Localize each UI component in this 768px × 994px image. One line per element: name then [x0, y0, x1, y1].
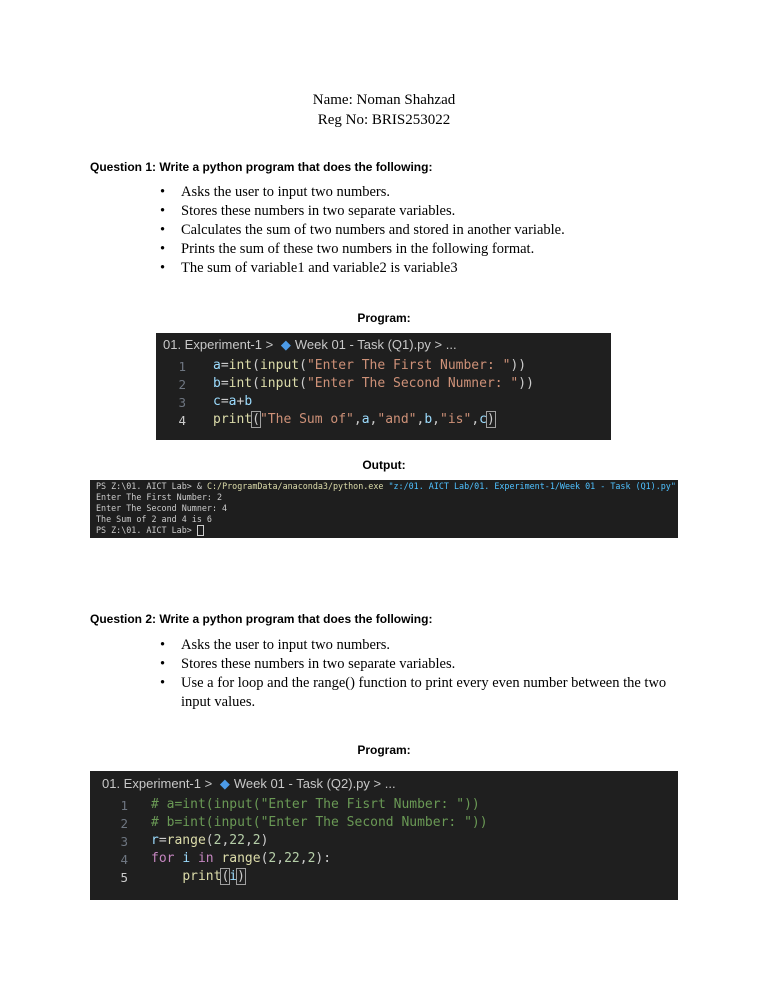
python-file-icon: ◆ [219, 776, 230, 791]
line-number: 1 [120, 798, 128, 813]
code-line: # a=int(input("Enter The Fisrt Number: ")) [151, 797, 480, 812]
code-line: print("The Sum of",a,"and",b,"is",c) [213, 412, 495, 427]
list-item: • Stores these numbers in two separate variables. [160, 202, 565, 221]
code-line: c=a+b [213, 394, 253, 409]
q1-output-label: Output: [362, 458, 406, 472]
student-name: Name: Noman Shahzad [312, 92, 456, 108]
code-line: # b=int(input("Enter The Second Number: ")) [151, 815, 488, 830]
question-1-bullet-list [160, 183, 565, 278]
terminal-line: Enter The Second Numner: 4 [96, 503, 228, 513]
q1-program-label: Program: [357, 311, 411, 325]
breadcrumb-folder: 01. Experiment-1 [102, 776, 201, 791]
list-item: • Calculates the sum of two numbers and stored in another variable. [160, 221, 565, 240]
list-item: • Asks the user to input two numbers. [160, 183, 565, 202]
registration-number: Reg No: BRIS253022 [317, 112, 451, 128]
q1-code-editor [156, 333, 611, 440]
line-number: 2 [178, 377, 186, 392]
terminal-line: PS Z:\01. AICT Lab> [96, 525, 204, 536]
terminal-line: PS Z:\01. AICT Lab> & C:/ProgramData/anaconda3/python.exe "z:/01. AICT Lab/01. Experiment-1/Week 01 - Task (Q1).py" [96, 481, 676, 491]
line-number: 5 [120, 870, 128, 885]
code-line: print(i) [182, 869, 245, 884]
breadcrumb-separator: > [265, 337, 274, 352]
line-number: 2 [120, 816, 128, 831]
breadcrumb-tail: > ... [434, 337, 457, 352]
list-item: • The sum of variable1 and variable2 is variable3 [160, 259, 565, 278]
list-item: • Use a for loop and the range() function to print every even number between the two input values. [160, 674, 690, 712]
line-number: 3 [120, 834, 128, 849]
breadcrumb [163, 337, 457, 353]
line-number: 4 [178, 413, 186, 428]
question-2-bullet-list [160, 636, 690, 712]
python-file-icon: ◆ [280, 337, 291, 352]
terminal-line: The Sum of 2 and 4 is 6 [96, 514, 212, 524]
breadcrumb-file: Week 01 - Task (Q2).py [233, 776, 370, 791]
code-line: for i in range(2,22,2): [151, 851, 332, 866]
line-number: 1 [178, 359, 186, 374]
question-1-title: Question 1: Write a python program that does the following: [90, 160, 433, 174]
terminal-cursor [197, 525, 204, 536]
breadcrumb-folder: 01. Experiment-1 [163, 337, 262, 352]
breadcrumb-tail: > ... [373, 776, 396, 791]
list-item: • Prints the sum of these two numbers in the following format. [160, 240, 565, 259]
q2-code-editor [90, 771, 678, 900]
list-item: • Stores these numbers in two separate variables. [160, 655, 690, 674]
terminal-line: Enter The First Number: 2 [96, 492, 223, 502]
code-line: b=int(input("Enter The Second Numner: ")) [213, 376, 534, 391]
list-item: • Asks the user to input two numbers. [160, 636, 690, 655]
q2-program-label: Program: [357, 743, 411, 757]
question-2-title: Question 2: Write a python program that does the following: [90, 612, 433, 626]
breadcrumb-file: Week 01 - Task (Q1).py [294, 337, 431, 352]
line-number: 3 [178, 395, 186, 410]
line-number: 4 [120, 852, 128, 867]
breadcrumb [102, 776, 396, 792]
breadcrumb-separator: > [204, 776, 213, 791]
code-line: r=range(2,22,2) [151, 833, 269, 848]
q1-terminal-output [90, 480, 678, 538]
code-line: a=int(input("Enter The First Number: ")) [213, 358, 527, 373]
